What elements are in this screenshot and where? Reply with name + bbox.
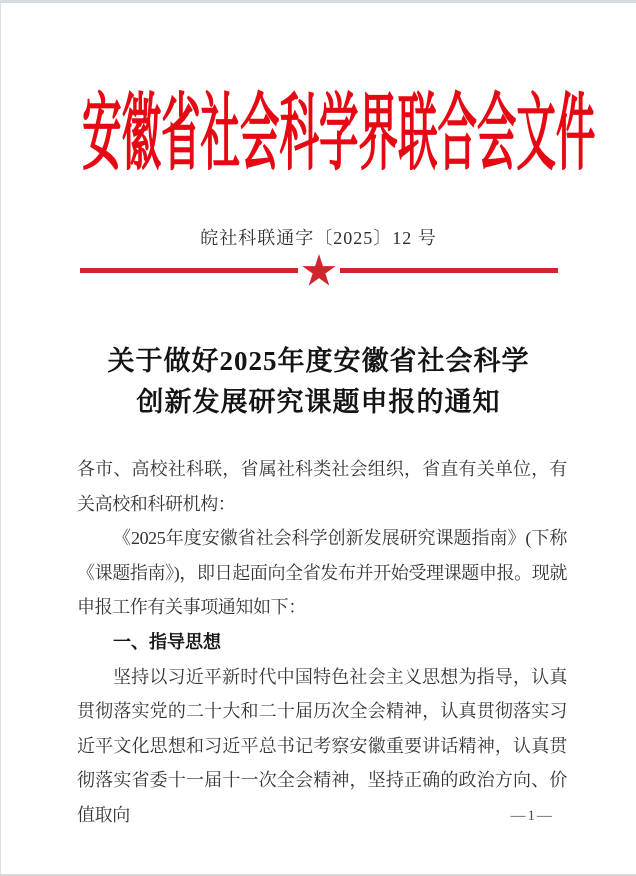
document-title [1,341,636,423]
letterhead-title: 安徽省社会科学界联合会文件 [82,88,596,181]
divider-line-left [80,268,298,273]
document-title-line-2: 创新发展研究课题申报的通知 [136,387,501,417]
divider-line-right [340,268,558,273]
reference-number: 皖社科联通字〔2025〕12 号 [200,228,437,248]
page-number: —1— [510,808,554,824]
star-icon [302,254,336,286]
section-1-paragraph: 坚持以习近平新时代中国特色社会主义思想为指导，认真贯彻落实党的二十大和二十届历次全会精神，认真贯彻落实习近平文化思想和习近平总书记考察安徽重要讲话精神，认真贯彻落实省委十一届十一次全会精神，坚持正确的政治方向、价值取向 [77,666,567,825]
section-1-heading: 一、指导思想 [113,631,221,652]
red-divider [80,248,558,292]
document-body [77,452,567,833]
salutation-line: 各市、高校社科联，省属社科类社会组织，省直有关单位，有关高校和科研机构： [77,459,567,514]
document-title-line-1: 关于做好2025年度安徽省社会科学 [107,346,530,376]
intro-paragraph: 《2025年度安徽省社会科学创新发展研究课题指南》(下称《课题指南》)，即日起面向全省发布并开始受理课题申报。现就申报工作有关事项通知如下： [77,528,567,618]
